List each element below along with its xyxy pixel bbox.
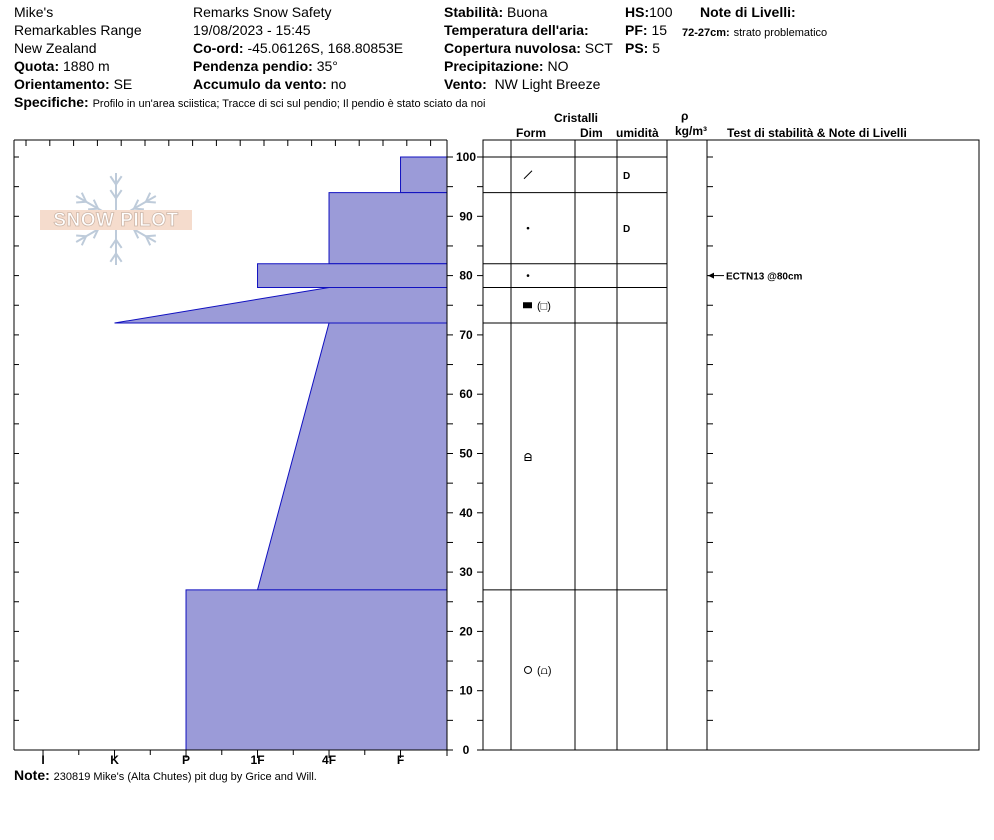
- depth-tick-label: 100: [455, 150, 477, 164]
- precip-value: NO: [547, 58, 569, 74]
- ps-label: PS:: [625, 40, 649, 56]
- layer-row: [527, 224, 631, 235]
- stability-label: Stabilità:: [444, 4, 504, 20]
- hardness-profile: [115, 157, 447, 750]
- slope-label: Pendenza pendio:: [193, 58, 313, 74]
- test-label: ECTN13 @80cm: [726, 271, 803, 283]
- hardness-layer: [186, 590, 447, 750]
- layer-row: [525, 453, 531, 460]
- size-header: Dim: [580, 126, 603, 140]
- hardness-tick-label: 4F: [322, 753, 337, 767]
- hardness-layer: [401, 157, 447, 193]
- slope-value: 35°: [316, 58, 338, 74]
- aspect-label: Orientamento:: [14, 76, 110, 92]
- footer-note-value: 230819 Mike's (Alta Chutes) pit dug by Grice and Will.: [53, 771, 317, 783]
- moisture-header: umidità: [616, 126, 659, 140]
- secondary-form-label: (⩍): [537, 664, 552, 677]
- depth-tick-label: 90: [459, 209, 473, 224]
- hardness-tick-label: 1F: [250, 753, 265, 767]
- depth-axis: [447, 150, 483, 757]
- form-header: Form: [516, 126, 546, 140]
- logo-text: SNOW PILOT: [53, 210, 179, 231]
- test-arrow-head-icon: [708, 273, 714, 279]
- depth-tick-label: 80: [459, 268, 473, 283]
- organization: Remarks Snow Safety: [193, 4, 332, 20]
- specifics-value: Profilo in un'area sciistica; Tracce di sci sul pendio; Il pendio è stato sciato da noi: [92, 98, 486, 110]
- depth-tick-label: 20: [459, 624, 473, 639]
- rho-header: ρ: [681, 109, 689, 123]
- stability-tests: [708, 272, 803, 283]
- table-border: [483, 140, 979, 750]
- moisture-label: D: [623, 224, 631, 236]
- depth-tick-label: 10: [459, 683, 473, 698]
- layer-note-text: strato problematico: [733, 27, 828, 39]
- snowflake-branch: [146, 202, 156, 203]
- snowflake-branch: [146, 235, 156, 236]
- pit-name: Mike's: [14, 4, 54, 20]
- ps-value: 5: [652, 40, 661, 56]
- range-name: Remarkables Range: [14, 22, 142, 38]
- layer-row: [523, 300, 551, 312]
- depth-tick-label: 60: [459, 387, 473, 402]
- specifics-label: Specifiche:: [14, 94, 89, 110]
- layer-row: [527, 274, 530, 277]
- layer-note-range: 72-27cm:: [682, 27, 730, 39]
- hardness-layer: [258, 323, 447, 590]
- layer-table: [483, 140, 979, 750]
- aspect-value: SE: [113, 76, 133, 92]
- hs-value: 100: [649, 4, 673, 20]
- depth-tick-label: 30: [459, 565, 473, 580]
- pf-label: PF:: [625, 22, 648, 38]
- melt-freeze-crust-icon: [523, 302, 532, 308]
- depth-tick-label: 40: [459, 505, 473, 520]
- hardness-tick-label: F: [396, 753, 405, 767]
- secondary-form-label: (□): [537, 300, 551, 313]
- wind-value: NW Light Breeze: [494, 76, 601, 92]
- elevation-value: 1880 m: [63, 58, 110, 74]
- depth-tick-label: 50: [459, 446, 473, 461]
- hardness-layer: [258, 264, 447, 288]
- air-temp-label: Temperatura dell'aria:: [444, 22, 589, 38]
- footer-note-label: Note:: [14, 767, 50, 783]
- crystals-header: Cristalli: [554, 111, 599, 125]
- layer-notes-title: Note di Livelli:: [700, 4, 796, 20]
- hardness-tick-label: P: [182, 753, 191, 767]
- depth-tick-label: 70: [459, 327, 473, 342]
- hardness-tick-label: I: [41, 753, 45, 767]
- sky-value: SCT: [584, 40, 613, 56]
- snowflake-branch: [76, 202, 86, 203]
- observation-datetime: 19/08/2023 - 15:45: [193, 22, 311, 38]
- depth-hoar-icon: [525, 453, 531, 460]
- layer-row: [524, 171, 630, 182]
- rounded-grain-icon: [525, 666, 532, 673]
- elevation-label: Quota:: [14, 58, 60, 74]
- stability-value: Buona: [507, 4, 548, 20]
- wind-loading-value: no: [330, 76, 347, 92]
- coord-label: Co-ord:: [193, 40, 244, 56]
- density-unit-header: kg/m³: [675, 124, 708, 138]
- layer-row: [525, 665, 552, 677]
- country-name: New Zealand: [14, 40, 97, 56]
- moisture-label: D: [623, 170, 631, 182]
- hardness-tick-label: K: [110, 753, 119, 767]
- pf-value: 15: [651, 22, 668, 38]
- sky-label: Copertura nuvolosa:: [444, 40, 581, 56]
- hardness-layer: [329, 193, 447, 264]
- coord-value: -45.06126S, 168.80853E: [247, 40, 404, 56]
- wind-loading-label: Accumulo da vento:: [193, 76, 327, 92]
- hs-label: HS:: [625, 4, 650, 20]
- precipitation-particle-icon: [524, 171, 532, 179]
- snowflake-branch: [76, 235, 86, 236]
- hardness-layer: [115, 287, 447, 323]
- hardness-axis: [41, 750, 447, 767]
- fine-grain-dot-icon: [527, 227, 530, 230]
- depth-tick-label: 0: [462, 743, 470, 757]
- snowpilot-logo: [40, 173, 192, 265]
- wind-label: Vento:: [444, 76, 487, 92]
- fine-grain-dot-icon: [527, 274, 530, 277]
- precip-label: Precipitazione:: [444, 58, 544, 74]
- tests-header: Test di stabilità & Note di Livelli: [727, 126, 907, 140]
